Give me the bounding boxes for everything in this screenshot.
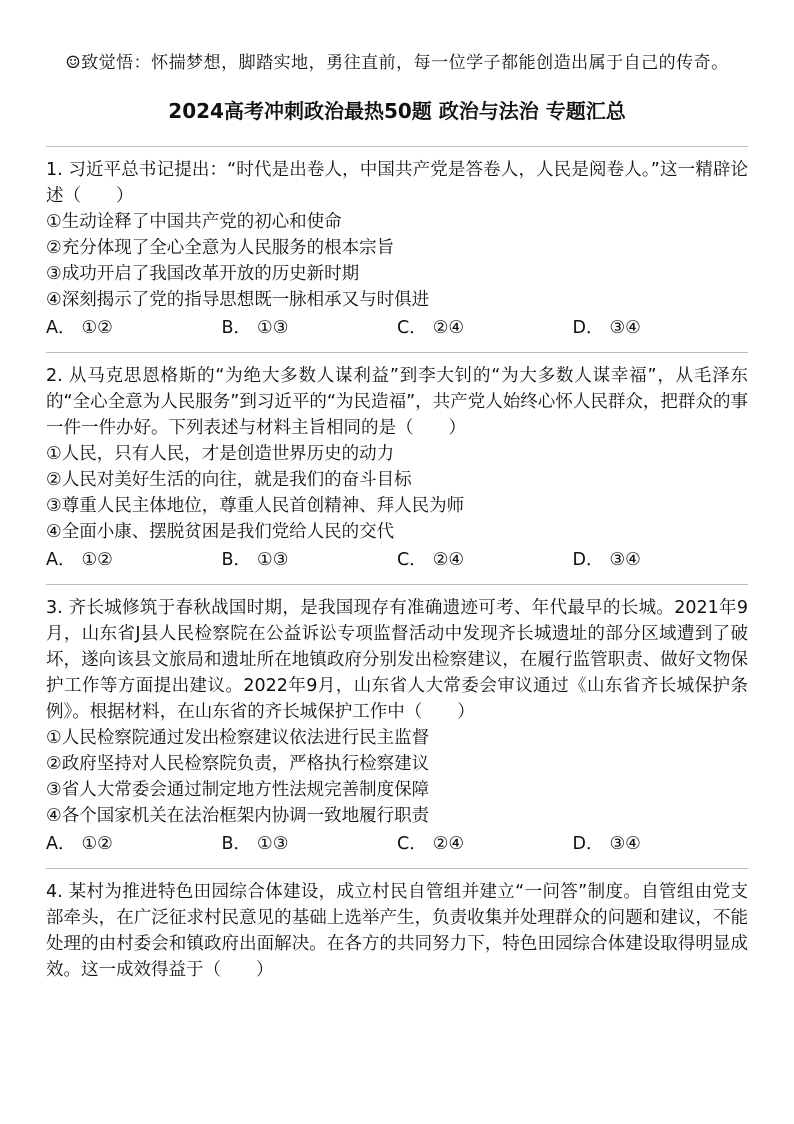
answer-choice-a[interactable] [46,315,222,341]
choice-value: ①③ [257,318,289,338]
choice-letter: A． [46,834,76,854]
choice-letter: B． [221,834,252,854]
statement-option: ④深刻揭示了党的指导思想既一脉相承又与时俱进 [46,290,430,310]
choice-value: ①③ [257,550,289,570]
answer-choice-a[interactable] [46,547,222,573]
answer-choice-b[interactable] [222,547,398,573]
statement-option: ③省人大常委会通过制定地方性法规完善制度保障 [46,780,430,800]
question-stem: 3. 齐长城修筑于春秋战国时期，是我国现存有准确遗迹可考、年代最早的长城。2021年9月，山东省J县人民检察院在公益诉讼专项监督活动中发现齐长城遗址的部分区域遭到了破坏，遂向该县文旅局和遗址所在地镇政府分别发出检察建议，在履行监管职责、做好文物保护工作等方面提出建议。2022年9月，山东省人大常委会审议通过《山东省齐长城保护条例》。根据材料，在山东省的齐长城保护工作中（ ） [46,598,748,722]
choice-value: ②④ [432,834,465,854]
answer-choice-d[interactable] [573,831,749,857]
choice-value: ①② [81,318,113,338]
choice-letter: C． [397,318,427,338]
answer-choice-c[interactable] [397,831,573,857]
answer-choice-c[interactable] [397,547,573,573]
choice-value: ③④ [609,550,641,570]
statement-option: ④各个国家机关在法治框架内协调一致地履行职责 [46,806,430,826]
question-stem: 2. 从马克思恩格斯的“为绝大多数人谋利益”到李大钊的“为大多数人谋幸福”，从毛泽东的“全心全意为人民服务”到习近平的“为民造福”，共产党人始终心怀人民群众，把群众的事一件一件办好。下列表述与材料主旨相同的是（ ） [46,366,748,438]
choice-value: ③④ [609,318,641,338]
statement-option: ④全面小康、摆脱贫困是我们党给人民的交代 [46,522,395,542]
statement-option: ③尊重人民主体地位，尊重人民首创精神、拜人民为师 [46,496,465,516]
choice-value: ①② [81,834,113,854]
motto-banner: ☺致觉悟：怀揣梦想，脚踏实地，勇往直前，每一位学子都能创造出属于自己的传奇。 [65,53,729,73]
answer-choices [46,547,748,573]
answer-choices [46,831,748,857]
choice-letter: D． [572,834,604,854]
choice-value: ①③ [257,834,289,854]
answer-choice-d[interactable] [573,547,749,573]
answer-choice-c[interactable] [397,315,573,341]
statement-option: ②政府坚持对人民检察院负责，严格执行检察建议 [46,754,430,774]
choice-letter: D． [572,318,604,338]
question-2 [46,353,748,584]
choice-letter: D． [572,550,604,570]
answer-choice-a[interactable] [46,831,222,857]
statement-option: ①生动诠释了中国共产党的初心和使命 [46,212,342,232]
choice-value: ①② [81,550,113,570]
choice-value: ③④ [609,834,641,854]
statement-option: ①人民检察院通过发出检察建议依法进行民主监督 [46,728,430,748]
question-1 [46,147,748,352]
choice-letter: B． [221,550,252,570]
statement-option: ③成功开启了我国改革开放的历史新时期 [46,264,360,284]
choice-letter: B． [221,318,252,338]
answer-choice-d[interactable] [573,315,749,341]
statement-option: ②充分体现了全心全意为人民服务的根本宗旨 [46,238,395,258]
choice-letter: C． [397,834,427,854]
statement-option: ①人民，只有人民，才是创造世界历史的动力 [46,444,395,464]
choice-letter: C． [397,550,427,570]
choice-letter: A． [46,318,76,338]
question-stem: 4. 某村为推进特色田园综合体建设，成立村民自管组并建立“一问答”制度。自管组由党支部牵头，在广泛征求村民意见的基础上选举产生，负责收集并处理群众的问题和建议，不能处理的由村委会和镇政府出面解决。在各方的共同努力下，特色田园综合体建设取得明显成效。这一成效得益于（ ） [46,882,748,980]
page-title: 2024高考冲刺政治最热50题 政治与法治 专题汇总 [168,99,626,123]
question-stem: 1. 习近平总书记提出：“时代是出卷人，中国共产党是答卷人，人民是阅卷人。”这一精辟论述（ ） [46,160,748,206]
question-4 [46,869,748,994]
question-3 [46,585,748,868]
choice-value: ②④ [432,550,465,570]
answer-choices [46,315,748,341]
answer-choice-b[interactable] [222,831,398,857]
statement-option: ②人民对美好生活的向往，就是我们的奋斗目标 [46,470,412,490]
choice-letter: A． [46,550,76,570]
answer-choice-b[interactable] [222,315,398,341]
choice-value: ②④ [432,318,465,338]
